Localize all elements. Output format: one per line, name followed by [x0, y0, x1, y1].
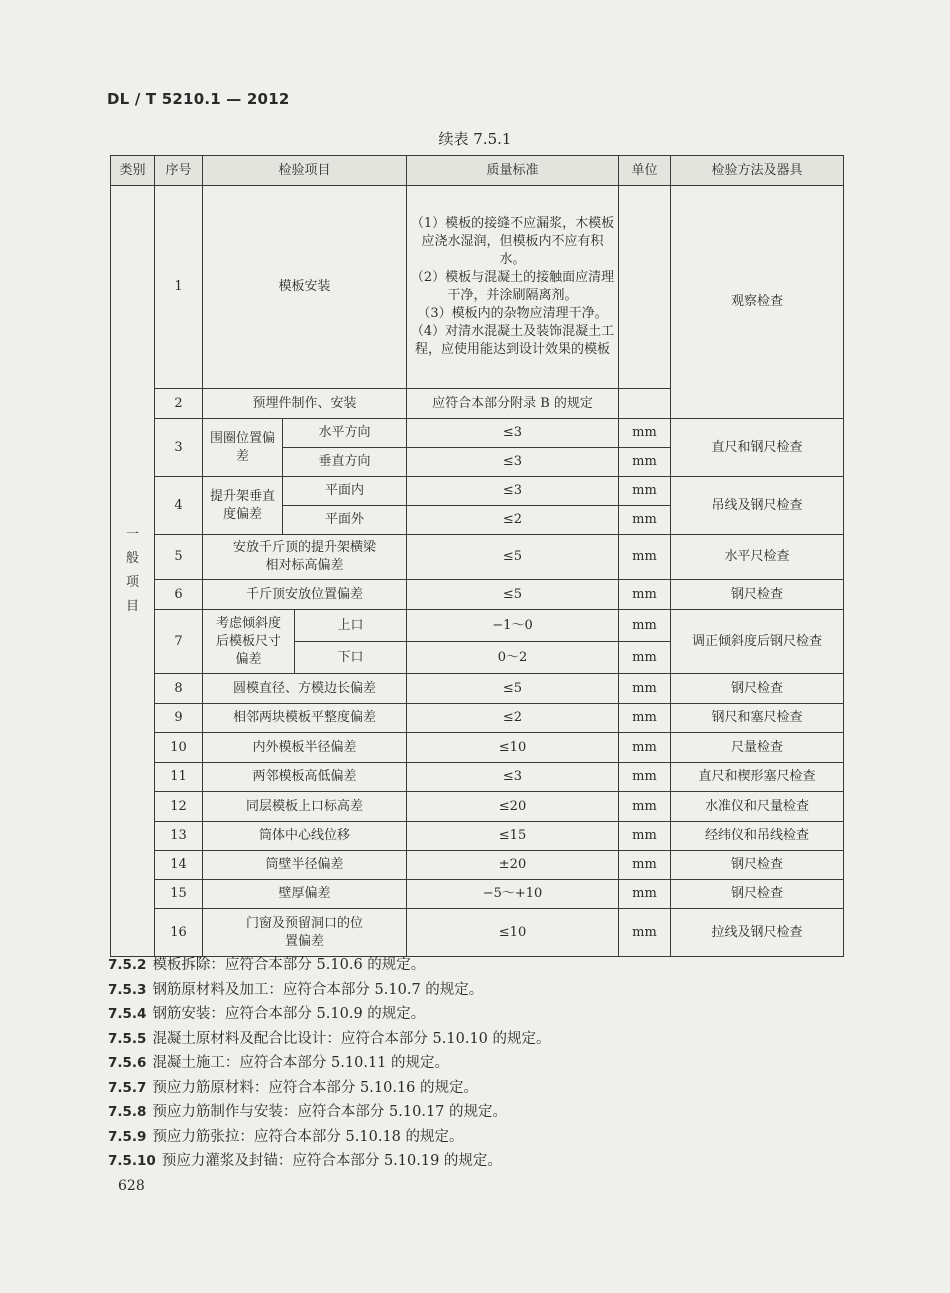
clause-item: 7.5.2 模板拆除：应符合本部分 5.10.6 的规定。	[108, 957, 426, 973]
clause-item: 7.5.5 混凝土原材料及配合比设计：应符合本部分 5.10.10 的规定。	[108, 1030, 551, 1047]
document-header: DL / T 5210.1 — 2012	[107, 90, 290, 108]
table-row	[111, 909, 844, 957]
row-unit: mm	[619, 822, 671, 851]
row-item: 筒体中心线位移	[203, 822, 407, 851]
row-unit: mm	[619, 704, 671, 733]
clause-item: 7.5.3 钢筋原材料及加工：应符合本部分 5.10.7 的规定。	[108, 981, 484, 998]
header-item: 检验项目	[203, 156, 407, 186]
header-unit: 单位	[619, 156, 671, 186]
row-number: 14	[155, 851, 203, 880]
row-number: 1	[155, 186, 203, 389]
row-standard: ≤2	[407, 704, 619, 733]
row-unit: mm	[619, 535, 671, 580]
row-standard: ≤5	[407, 535, 619, 580]
row-item: 预埋件制作、安装	[203, 389, 407, 419]
row-number: 5	[155, 535, 203, 580]
row-standard: −5～+10	[407, 880, 619, 909]
row-standard: ≤15	[407, 822, 619, 851]
row-number: 16	[155, 909, 203, 957]
row-item: 千斤顶安放位置偏差	[203, 580, 407, 610]
row-standard: ≤10	[407, 733, 619, 763]
row-item: 壁厚偏差	[203, 880, 407, 909]
header-standard: 质量标准	[407, 156, 619, 186]
header-number: 序号	[155, 156, 203, 186]
clause-item: 7.5.7 预应力筋原材料：应符合本部分 5.10.16 的规定。	[108, 1079, 478, 1096]
row-standard: ≤3	[407, 763, 619, 792]
row-subitem: 下口	[295, 642, 407, 674]
row-unit: mm	[619, 506, 671, 535]
row-subitem: 平面内	[283, 477, 407, 506]
row-standard: ≤3	[407, 477, 619, 506]
row-method: 钢尺检查	[671, 674, 844, 704]
header-method: 检验方法及器具	[671, 156, 844, 186]
row-method: 直尺和钢尺检查	[671, 419, 844, 477]
row-unit: mm	[619, 909, 671, 957]
clause-list	[108, 953, 868, 1174]
table-row	[111, 822, 844, 851]
row-standard: ±20	[407, 851, 619, 880]
row-subitem: 上口	[295, 610, 407, 642]
table-row	[111, 580, 844, 610]
row-unit: mm	[619, 448, 671, 477]
row-number: 15	[155, 880, 203, 909]
row-unit: mm	[619, 733, 671, 763]
table-row	[111, 535, 844, 580]
row-unit: mm	[619, 763, 671, 792]
row-method: 钢尺检查	[671, 880, 844, 909]
clause-item: 7.5.6 混凝土施工：应符合本部分 5.10.11 的规定。	[108, 1055, 449, 1071]
row-item: 提升架垂直度偏差	[203, 477, 283, 535]
row-item: 安放千斤顶的提升架横梁相对标高偏差	[203, 535, 407, 580]
row-item: 相邻两块模板平整度偏差	[203, 704, 407, 733]
row-standard: 应符合本部分附录 B 的规定	[407, 389, 619, 419]
row-item: 门窗及预留洞口的位置偏差	[203, 909, 407, 957]
row-item: 模板安装	[203, 186, 407, 389]
row-item: 圆模直径、方模边长偏差	[203, 674, 407, 704]
row-method: 经纬仪和吊线检查	[671, 822, 844, 851]
table-caption: 续表 7.5.1	[438, 130, 512, 148]
row-unit	[619, 186, 671, 389]
row-method: 水平尺检查	[671, 535, 844, 580]
row-standard: （1）模板的接缝不应漏浆，木模板应浇水湿润，但模板内不应有积水。 （2）模板与混凝土的接触面应清理干净，并涂刷隔离剂。 （3）模板内的杂物应清理干净。 （4）对清水混凝土及装饰混凝土工程，应使用能达到设计效果的模板	[407, 186, 619, 389]
row-number: 12	[155, 792, 203, 822]
clause-item: 7.5.9 预应力筋张拉：应符合本部分 5.10.18 的规定。	[108, 1128, 464, 1145]
row-standard: ≤3	[407, 419, 619, 448]
row-subitem: 平面外	[283, 506, 407, 535]
row-number: 2	[155, 389, 203, 419]
row-method: 水准仪和尺量检查	[671, 792, 844, 822]
category-cell: 一 般 项 目	[111, 186, 155, 957]
row-item: 内外模板半径偏差	[203, 733, 407, 763]
row-standard: ≤2	[407, 506, 619, 535]
row-number: 7	[155, 610, 203, 674]
table-row	[111, 704, 844, 733]
row-number: 11	[155, 763, 203, 792]
row-standard: 0～2	[407, 642, 619, 674]
table-row	[111, 880, 844, 909]
table-header-row	[111, 156, 844, 186]
row-method: 钢尺检查	[671, 851, 844, 880]
header-category: 类别	[111, 156, 155, 186]
row-item: 同层模板上口标高差	[203, 792, 407, 822]
row-item: 围圈位置偏差	[203, 419, 283, 477]
row-method: 钢尺检查	[671, 580, 844, 610]
row-method: 尺量检查	[671, 733, 844, 763]
row-standard: ≤5	[407, 580, 619, 610]
row-method: 钢尺和塞尺检查	[671, 704, 844, 733]
row-unit: mm	[619, 610, 671, 642]
row-number: 8	[155, 674, 203, 704]
table-row	[111, 186, 844, 389]
table-row	[111, 851, 844, 880]
row-unit: mm	[619, 419, 671, 448]
row-unit	[619, 389, 671, 419]
table-row	[111, 763, 844, 792]
row-method: 直尺和楔形塞尺检查	[671, 763, 844, 792]
row-standard: ≤20	[407, 792, 619, 822]
row-unit: mm	[619, 851, 671, 880]
row-standard: ≤3	[407, 448, 619, 477]
table-row	[111, 733, 844, 763]
row-subitem: 垂直方向	[283, 448, 407, 477]
row-standard: −1～0	[407, 610, 619, 642]
row-subitem: 水平方向	[283, 419, 407, 448]
row-number: 13	[155, 822, 203, 851]
row-item: 筒壁半径偏差	[203, 851, 407, 880]
row-unit: mm	[619, 674, 671, 704]
table-row	[111, 792, 844, 822]
row-number: 10	[155, 733, 203, 763]
row-standard: ≤5	[407, 674, 619, 704]
row-unit: mm	[619, 580, 671, 610]
row-item: 两邻模板高低偏差	[203, 763, 407, 792]
row-number: 4	[155, 477, 203, 535]
clause-item: 7.5.8 预应力筋制作与安装：应符合本部分 5.10.17 的规定。	[108, 1104, 507, 1120]
row-unit: mm	[619, 880, 671, 909]
row-method: 吊线及钢尺检查	[671, 477, 844, 535]
row-number: 9	[155, 704, 203, 733]
clause-item: 7.5.10 预应力灌浆及封锚：应符合本部分 5.10.19 的规定。	[108, 1153, 502, 1169]
row-number: 3	[155, 419, 203, 477]
inspection-table	[110, 155, 844, 957]
row-method: 调正倾斜度后钢尺检查	[671, 610, 844, 674]
row-method: 观察检查	[671, 186, 844, 419]
row-item: 考虑倾斜度后模板尺寸偏差	[203, 610, 295, 674]
row-unit: mm	[619, 642, 671, 674]
page-number: 628	[118, 1178, 145, 1194]
row-number: 6	[155, 580, 203, 610]
row-unit: mm	[619, 792, 671, 822]
table-row	[111, 674, 844, 704]
table-row	[111, 477, 844, 506]
row-method: 拉线及钢尺检查	[671, 909, 844, 957]
row-unit: mm	[619, 477, 671, 506]
clause-item: 7.5.4 钢筋安装：应符合本部分 5.10.9 的规定。	[108, 1006, 426, 1022]
table-row	[111, 610, 844, 642]
row-standard: ≤10	[407, 909, 619, 957]
table-row	[111, 419, 844, 448]
